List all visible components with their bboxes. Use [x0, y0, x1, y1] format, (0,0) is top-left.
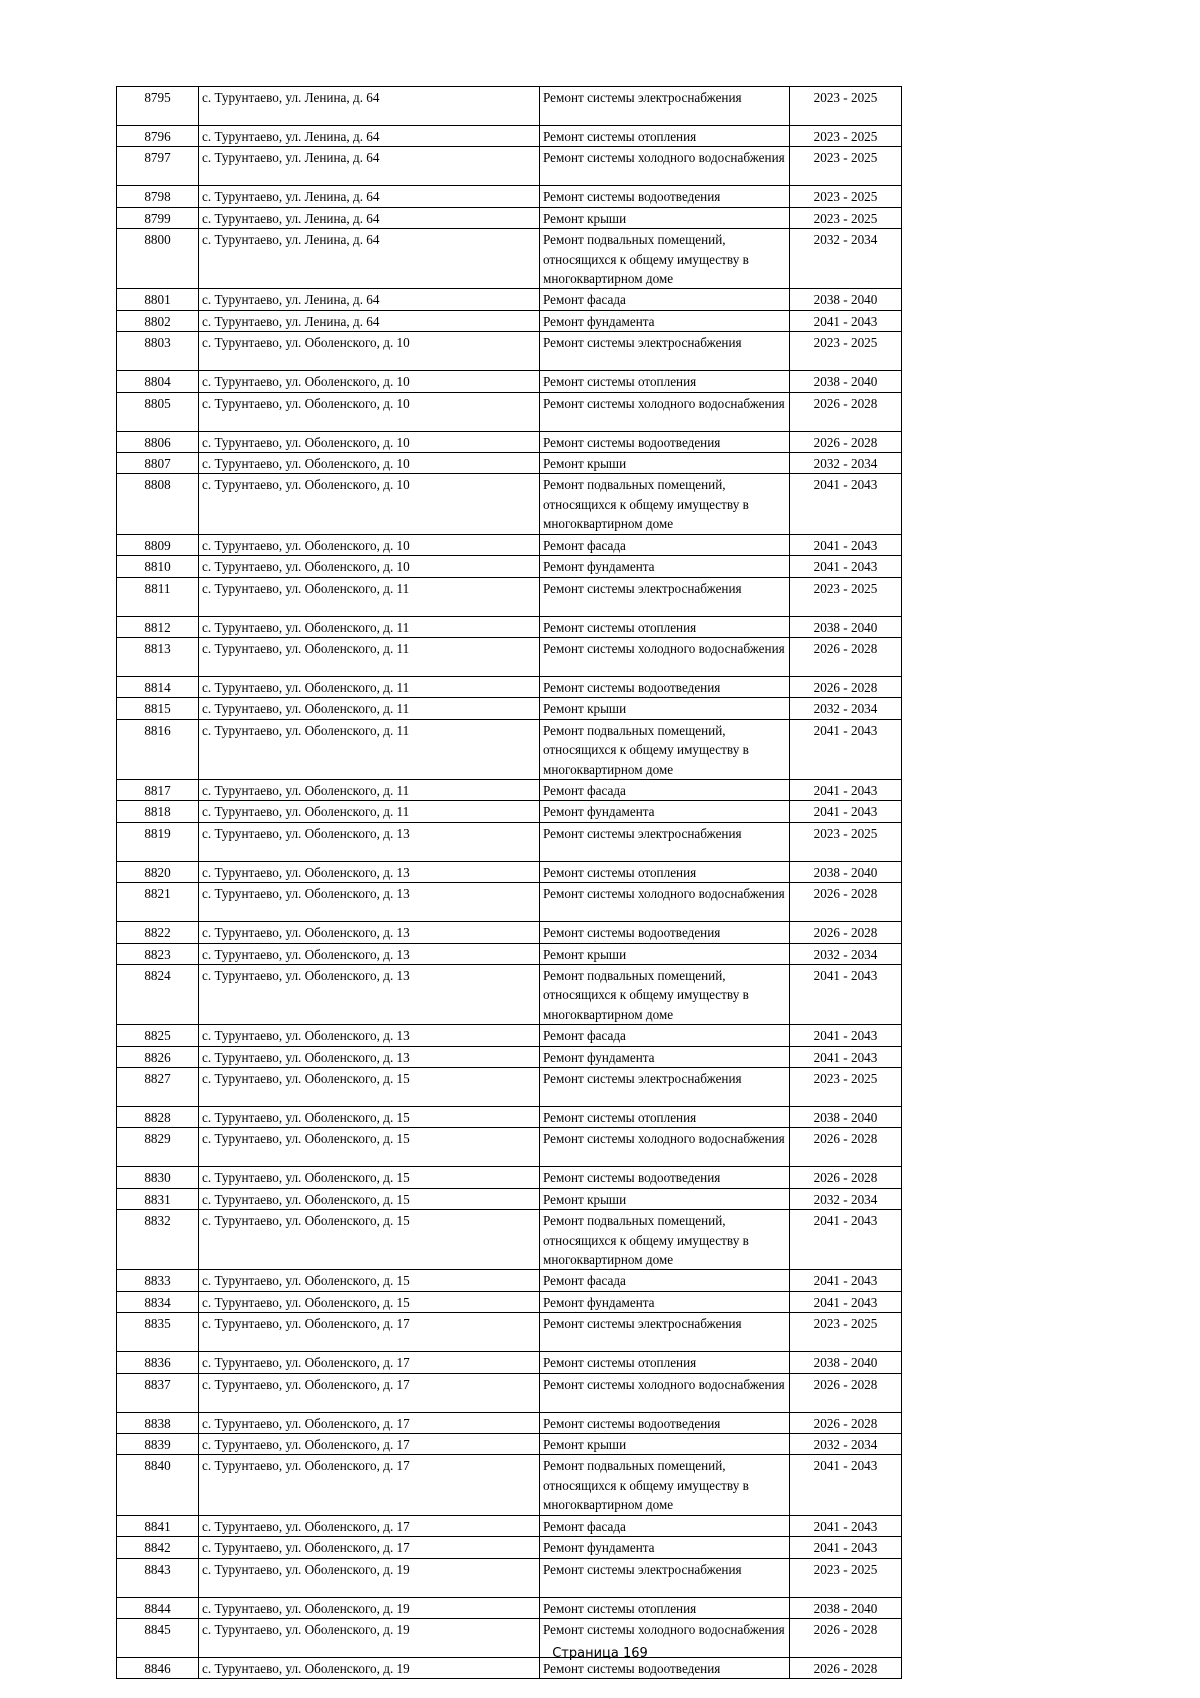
cell-work-type: Ремонт фундамента [540, 1291, 790, 1312]
cell-work-type: Ремонт крыши [540, 207, 790, 228]
cell-address: с. Турунтаево, ул. Оболенского, д. 15 [199, 1188, 540, 1209]
table-row [117, 556, 902, 577]
cell-work-type: Ремонт системы холодного водоснабжения [540, 637, 790, 676]
table-row [117, 534, 902, 555]
cell-address: с. Турунтаево, ул. Оболенского, д. 15 [199, 1167, 540, 1188]
cell-period: 2041 - 2043 [790, 1270, 902, 1291]
cell-work-type: Ремонт крыши [540, 1188, 790, 1209]
cell-address: с. Турунтаево, ул. Ленина, д. 64 [199, 186, 540, 207]
cell-address: с. Турунтаево, ул. Оболенского, д. 13 [199, 943, 540, 964]
table-row [117, 1352, 902, 1373]
cell-number: 8811 [117, 577, 199, 616]
cell-period: 2026 - 2028 [790, 637, 902, 676]
cell-period: 2041 - 2043 [790, 1046, 902, 1067]
cell-number: 8843 [117, 1558, 199, 1597]
cell-number: 8838 [117, 1412, 199, 1433]
cell-work-type: Ремонт системы холодного водоснабжения [540, 392, 790, 431]
cell-number: 8816 [117, 719, 199, 779]
cell-work-type: Ремонт крыши [540, 453, 790, 474]
cell-address: с. Турунтаево, ул. Оболенского, д. 11 [199, 676, 540, 697]
cell-address: с. Турунтаево, ул. Ленина, д. 64 [199, 229, 540, 289]
cell-address: с. Турунтаево, ул. Оболенского, д. 17 [199, 1455, 540, 1515]
cell-address: с. Турунтаево, ул. Оболенского, д. 17 [199, 1515, 540, 1536]
cell-period: 2023 - 2025 [790, 332, 902, 371]
cell-number: 8800 [117, 229, 199, 289]
cell-period: 2032 - 2034 [790, 698, 902, 719]
cell-address: с. Турунтаево, ул. Оболенского, д. 17 [199, 1352, 540, 1373]
table-row [117, 1188, 902, 1209]
cell-number: 8829 [117, 1128, 199, 1167]
cell-work-type: Ремонт системы холодного водоснабжения [540, 883, 790, 922]
cell-address: с. Турунтаево, ул. Оболенского, д. 17 [199, 1412, 540, 1433]
cell-work-type: Ремонт системы холодного водоснабжения [540, 1618, 790, 1657]
cell-address: с. Турунтаево, ул. Оболенского, д. 17 [199, 1373, 540, 1412]
cell-period: 2023 - 2025 [790, 126, 902, 147]
cell-period: 2038 - 2040 [790, 861, 902, 882]
cell-period: 2026 - 2028 [790, 1373, 902, 1412]
cell-address: с. Турунтаево, ул. Оболенского, д. 13 [199, 964, 540, 1024]
table-row [117, 1558, 902, 1597]
cell-number: 8797 [117, 147, 199, 186]
cell-work-type: Ремонт фасада [540, 1270, 790, 1291]
table-row [117, 1313, 902, 1352]
cell-period: 2041 - 2043 [790, 310, 902, 331]
cell-period: 2041 - 2043 [790, 556, 902, 577]
cell-period: 2026 - 2028 [790, 392, 902, 431]
cell-work-type: Ремонт системы отопления [540, 616, 790, 637]
cell-work-type: Ремонт системы холодного водоснабжения [540, 147, 790, 186]
cell-number: 8826 [117, 1046, 199, 1067]
table-row [117, 1597, 902, 1618]
cell-work-type: Ремонт крыши [540, 698, 790, 719]
cell-work-type: Ремонт системы электроснабжения [540, 577, 790, 616]
cell-number: 8836 [117, 1352, 199, 1373]
cell-number: 8802 [117, 310, 199, 331]
table-row [117, 883, 902, 922]
cell-work-type: Ремонт системы отопления [540, 126, 790, 147]
repair-schedule-table [116, 86, 902, 1679]
cell-number: 8806 [117, 431, 199, 452]
table-row [117, 147, 902, 186]
cell-period: 2032 - 2034 [790, 1434, 902, 1455]
cell-work-type: Ремонт крыши [540, 1434, 790, 1455]
cell-work-type: Ремонт системы водоотведения [540, 676, 790, 697]
table-row [117, 1167, 902, 1188]
cell-number: 8822 [117, 922, 199, 943]
cell-number: 8837 [117, 1373, 199, 1412]
cell-number: 8825 [117, 1025, 199, 1046]
cell-period: 2041 - 2043 [790, 1455, 902, 1515]
table-row [117, 1068, 902, 1107]
cell-period: 2026 - 2028 [790, 1128, 902, 1167]
cell-number: 8842 [117, 1537, 199, 1558]
cell-number: 8808 [117, 474, 199, 534]
cell-period: 2023 - 2025 [790, 186, 902, 207]
table-row [117, 332, 902, 371]
table-row [117, 1373, 902, 1412]
cell-number: 8818 [117, 801, 199, 822]
cell-address: с. Турунтаево, ул. Оболенского, д. 10 [199, 431, 540, 452]
cell-work-type: Ремонт фундамента [540, 1537, 790, 1558]
cell-period: 2041 - 2043 [790, 1537, 902, 1558]
cell-address: с. Турунтаево, ул. Оболенского, д. 10 [199, 474, 540, 534]
cell-work-type: Ремонт фасада [540, 289, 790, 310]
cell-number: 8835 [117, 1313, 199, 1352]
table-row [117, 1434, 902, 1455]
cell-number: 8821 [117, 883, 199, 922]
cell-work-type: Ремонт фасада [540, 1515, 790, 1536]
cell-address: с. Турунтаево, ул. Оболенского, д. 11 [199, 801, 540, 822]
cell-address: с. Турунтаево, ул. Оболенского, д. 15 [199, 1068, 540, 1107]
table-row [117, 801, 902, 822]
cell-period: 2026 - 2028 [790, 1167, 902, 1188]
cell-work-type: Ремонт системы электроснабжения [540, 1558, 790, 1597]
cell-period: 2032 - 2034 [790, 943, 902, 964]
cell-period: 2041 - 2043 [790, 964, 902, 1024]
table-row [117, 779, 902, 800]
cell-address: с. Турунтаево, ул. Оболенского, д. 19 [199, 1657, 540, 1678]
cell-work-type: Ремонт подвальных помещений, относящихся к общему имуществу в многоквартирном доме [540, 719, 790, 779]
cell-number: 8846 [117, 1657, 199, 1678]
cell-address: с. Турунтаево, ул. Оболенского, д. 17 [199, 1537, 540, 1558]
table-row [117, 616, 902, 637]
cell-period: 2038 - 2040 [790, 1597, 902, 1618]
cell-address: с. Турунтаево, ул. Оболенского, д. 10 [199, 332, 540, 371]
cell-address: с. Турунтаево, ул. Оболенского, д. 10 [199, 392, 540, 431]
cell-number: 8832 [117, 1210, 199, 1270]
cell-work-type: Ремонт фундамента [540, 310, 790, 331]
table-row [117, 698, 902, 719]
table-row [117, 577, 902, 616]
cell-number: 8798 [117, 186, 199, 207]
cell-period: 2032 - 2034 [790, 1188, 902, 1209]
cell-number: 8812 [117, 616, 199, 637]
cell-period: 2041 - 2043 [790, 1025, 902, 1046]
cell-address: с. Турунтаево, ул. Оболенского, д. 11 [199, 637, 540, 676]
table-row [117, 1046, 902, 1067]
table-row [117, 1291, 902, 1312]
cell-number: 8824 [117, 964, 199, 1024]
table-row [117, 392, 902, 431]
cell-work-type: Ремонт системы отопления [540, 861, 790, 882]
cell-address: с. Турунтаево, ул. Оболенского, д. 13 [199, 822, 540, 861]
cell-work-type: Ремонт фасада [540, 534, 790, 555]
cell-work-type: Ремонт фасада [540, 779, 790, 800]
cell-number: 8801 [117, 289, 199, 310]
cell-work-type: Ремонт системы водоотведения [540, 186, 790, 207]
cell-period: 2041 - 2043 [790, 779, 902, 800]
cell-number: 8809 [117, 534, 199, 555]
cell-address: с. Турунтаево, ул. Оболенского, д. 11 [199, 698, 540, 719]
table-row [117, 1025, 902, 1046]
table-row [117, 822, 902, 861]
cell-period: 2038 - 2040 [790, 371, 902, 392]
table-row [117, 186, 902, 207]
cell-period: 2023 - 2025 [790, 1558, 902, 1597]
cell-period: 2026 - 2028 [790, 431, 902, 452]
cell-work-type: Ремонт системы отопления [540, 1597, 790, 1618]
cell-period: 2023 - 2025 [790, 822, 902, 861]
cell-period: 2032 - 2034 [790, 453, 902, 474]
cell-address: с. Турунтаево, ул. Оболенского, д. 13 [199, 861, 540, 882]
cell-address: с. Турунтаево, ул. Оболенского, д. 19 [199, 1618, 540, 1657]
table-row [117, 964, 902, 1024]
cell-work-type: Ремонт фундамента [540, 1046, 790, 1067]
table-row [117, 1107, 902, 1128]
cell-period: 2041 - 2043 [790, 801, 902, 822]
table-row [117, 474, 902, 534]
cell-number: 8840 [117, 1455, 199, 1515]
cell-address: с. Турунтаево, ул. Оболенского, д. 13 [199, 1025, 540, 1046]
cell-number: 8795 [117, 87, 199, 126]
cell-period: 2023 - 2025 [790, 1313, 902, 1352]
table-row [117, 1515, 902, 1536]
table-row [117, 1270, 902, 1291]
cell-period: 2023 - 2025 [790, 207, 902, 228]
table-row [117, 1537, 902, 1558]
cell-period: 2041 - 2043 [790, 1291, 902, 1312]
table-row [117, 453, 902, 474]
cell-address: с. Турунтаево, ул. Оболенского, д. 15 [199, 1291, 540, 1312]
cell-number: 8813 [117, 637, 199, 676]
cell-period: 2038 - 2040 [790, 1107, 902, 1128]
cell-address: с. Турунтаево, ул. Ленина, д. 64 [199, 207, 540, 228]
cell-number: 8814 [117, 676, 199, 697]
cell-number: 8828 [117, 1107, 199, 1128]
cell-address: с. Турунтаево, ул. Ленина, д. 64 [199, 147, 540, 186]
cell-work-type: Ремонт фасада [540, 1025, 790, 1046]
table-row [117, 943, 902, 964]
cell-period: 2023 - 2025 [790, 577, 902, 616]
cell-work-type: Ремонт подвальных помещений, относящихся к общему имуществу в многоквартирном доме [540, 474, 790, 534]
cell-work-type: Ремонт подвальных помещений, относящихся к общему имуществу в многоквартирном доме [540, 964, 790, 1024]
cell-number: 8833 [117, 1270, 199, 1291]
table-row [117, 310, 902, 331]
page-footer [0, 1646, 1200, 1661]
cell-work-type: Ремонт системы водоотведения [540, 1657, 790, 1678]
cell-period: 2038 - 2040 [790, 1352, 902, 1373]
cell-number: 8803 [117, 332, 199, 371]
cell-number: 8845 [117, 1618, 199, 1657]
cell-address: с. Турунтаево, ул. Ленина, д. 64 [199, 289, 540, 310]
cell-number: 8815 [117, 698, 199, 719]
cell-work-type: Ремонт системы отопления [540, 1352, 790, 1373]
cell-number: 8819 [117, 822, 199, 861]
cell-address: с. Турунтаево, ул. Оболенского, д. 13 [199, 1046, 540, 1067]
cell-number: 8820 [117, 861, 199, 882]
cell-number: 8841 [117, 1515, 199, 1536]
cell-period: 2026 - 2028 [790, 1618, 902, 1657]
cell-address: с. Турунтаево, ул. Оболенского, д. 15 [199, 1128, 540, 1167]
table-row [117, 922, 902, 943]
cell-work-type: Ремонт системы водоотведения [540, 1412, 790, 1433]
cell-number: 8831 [117, 1188, 199, 1209]
cell-period: 2026 - 2028 [790, 676, 902, 697]
cell-address: с. Турунтаево, ул. Оболенского, д. 10 [199, 371, 540, 392]
cell-address: с. Турунтаево, ул. Оболенского, д. 13 [199, 883, 540, 922]
table-row [117, 1210, 902, 1270]
cell-address: с. Турунтаево, ул. Оболенского, д. 15 [199, 1270, 540, 1291]
cell-period: 2038 - 2040 [790, 616, 902, 637]
cell-address: с. Турунтаево, ул. Оболенского, д. 10 [199, 534, 540, 555]
cell-work-type: Ремонт системы холодного водоснабжения [540, 1128, 790, 1167]
cell-number: 8807 [117, 453, 199, 474]
cell-period: 2026 - 2028 [790, 1412, 902, 1433]
table-row [117, 676, 902, 697]
table-row [117, 126, 902, 147]
cell-address: с. Турунтаево, ул. Оболенского, д. 17 [199, 1313, 540, 1352]
cell-work-type: Ремонт системы холодного водоснабжения [540, 1373, 790, 1412]
cell-period: 2041 - 2043 [790, 534, 902, 555]
cell-work-type: Ремонт системы электроснабжения [540, 1313, 790, 1352]
table-row [117, 431, 902, 452]
cell-work-type: Ремонт подвальных помещений, относящихся к общему имуществу в многоквартирном доме [540, 1210, 790, 1270]
cell-period: 2023 - 2025 [790, 1068, 902, 1107]
table-row [117, 229, 902, 289]
cell-work-type: Ремонт системы электроснабжения [540, 332, 790, 371]
cell-address: с. Турунтаево, ул. Оболенского, д. 15 [199, 1107, 540, 1128]
cell-work-type: Ремонт системы электроснабжения [540, 1068, 790, 1107]
cell-period: 2041 - 2043 [790, 1515, 902, 1536]
cell-work-type: Ремонт фундамента [540, 801, 790, 822]
cell-address: с. Турунтаево, ул. Ленина, д. 64 [199, 310, 540, 331]
cell-number: 8810 [117, 556, 199, 577]
cell-period: 2023 - 2025 [790, 87, 902, 126]
cell-period: 2038 - 2040 [790, 289, 902, 310]
cell-address: с. Турунтаево, ул. Оболенского, д. 10 [199, 556, 540, 577]
cell-number: 8799 [117, 207, 199, 228]
cell-work-type: Ремонт подвальных помещений, относящихся к общему имуществу в многоквартирном доме [540, 229, 790, 289]
cell-work-type: Ремонт системы электроснабжения [540, 822, 790, 861]
cell-address: с. Турунтаево, ул. Оболенского, д. 11 [199, 616, 540, 637]
cell-address: с. Турунтаево, ул. Оболенского, д. 19 [199, 1558, 540, 1597]
cell-address: с. Турунтаево, ул. Ленина, д. 64 [199, 87, 540, 126]
cell-period: 2041 - 2043 [790, 1210, 902, 1270]
table-body [117, 87, 902, 1679]
cell-address: с. Турунтаево, ул. Оболенского, д. 19 [199, 1597, 540, 1618]
cell-address: с. Турунтаево, ул. Оболенского, д. 11 [199, 719, 540, 779]
cell-period: 2032 - 2034 [790, 229, 902, 289]
cell-number: 8823 [117, 943, 199, 964]
table-row [117, 207, 902, 228]
table-row [117, 289, 902, 310]
cell-number: 8839 [117, 1434, 199, 1455]
table-row [117, 1128, 902, 1167]
table-row [117, 637, 902, 676]
cell-address: с. Турунтаево, ул. Оболенского, д. 17 [199, 1434, 540, 1455]
cell-work-type: Ремонт системы отопления [540, 371, 790, 392]
cell-number: 8834 [117, 1291, 199, 1312]
table-row [117, 87, 902, 126]
cell-number: 8844 [117, 1597, 199, 1618]
cell-period: 2026 - 2028 [790, 1657, 902, 1678]
cell-number: 8796 [117, 126, 199, 147]
cell-period: 2041 - 2043 [790, 719, 902, 779]
table-row [117, 1455, 902, 1515]
table-row [117, 1412, 902, 1433]
cell-address: с. Турунтаево, ул. Оболенского, д. 11 [199, 779, 540, 800]
cell-number: 8827 [117, 1068, 199, 1107]
cell-period: 2023 - 2025 [790, 147, 902, 186]
cell-period: 2026 - 2028 [790, 883, 902, 922]
cell-work-type: Ремонт подвальных помещений, относящихся к общему имуществу в многоквартирном доме [540, 1455, 790, 1515]
cell-number: 8804 [117, 371, 199, 392]
cell-period: 2041 - 2043 [790, 474, 902, 534]
cell-address: с. Турунтаево, ул. Оболенского, д. 10 [199, 453, 540, 474]
cell-address: с. Турунтаево, ул. Ленина, д. 64 [199, 126, 540, 147]
cell-work-type: Ремонт системы водоотведения [540, 922, 790, 943]
cell-work-type: Ремонт системы отопления [540, 1107, 790, 1128]
cell-address: с. Турунтаево, ул. Оболенского, д. 13 [199, 922, 540, 943]
cell-address: с. Турунтаево, ул. Оболенского, д. 11 [199, 577, 540, 616]
page-number-label: Страница 169 [552, 1646, 648, 1661]
cell-work-type: Ремонт фундамента [540, 556, 790, 577]
cell-work-type: Ремонт крыши [540, 943, 790, 964]
cell-period: 2026 - 2028 [790, 922, 902, 943]
table-row [117, 861, 902, 882]
cell-number: 8830 [117, 1167, 199, 1188]
cell-work-type: Ремонт системы водоотведения [540, 431, 790, 452]
table-row [117, 719, 902, 779]
cell-address: с. Турунтаево, ул. Оболенского, д. 15 [199, 1210, 540, 1270]
cell-work-type: Ремонт системы водоотведения [540, 1167, 790, 1188]
cell-number: 8805 [117, 392, 199, 431]
cell-number: 8817 [117, 779, 199, 800]
table-row [117, 371, 902, 392]
cell-work-type: Ремонт системы электроснабжения [540, 87, 790, 126]
